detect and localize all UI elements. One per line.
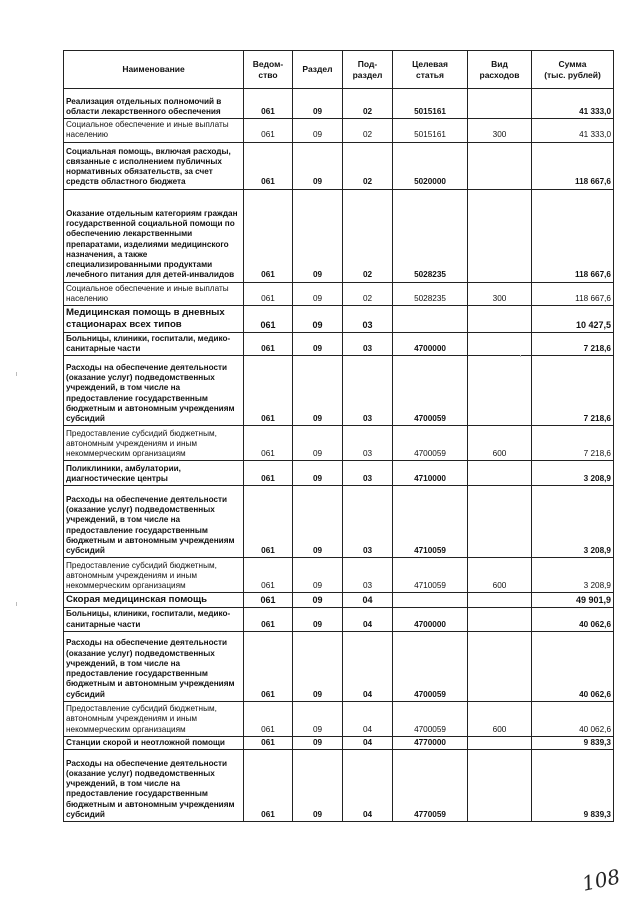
cell-amount: 118 667,6: [532, 189, 614, 282]
cell-amount: 49 901,9: [532, 593, 614, 608]
table-row: [64, 750, 614, 822]
cell-expense-type: [468, 608, 532, 632]
cell-expense-type: [468, 631, 532, 701]
cell-subsection: 03: [343, 558, 393, 593]
cell-amount: 40 062,6: [532, 701, 614, 736]
cell-subsection: 04: [343, 593, 393, 608]
cell-department: 061: [244, 461, 293, 486]
cell-section: 09: [293, 608, 343, 632]
cell-target-article: 4700059: [393, 631, 468, 701]
cell-name: Предоставление субсидий бюджетным, автономным учреждениям и иным некоммерческим организациям: [64, 701, 244, 736]
cell-expense-type: [468, 736, 532, 749]
cell-expense-type: 600: [468, 701, 532, 736]
cell-department: 061: [244, 608, 293, 632]
table-row: [64, 356, 614, 426]
cell-expense-type: [468, 750, 532, 822]
cell-subsection: 02: [343, 142, 393, 189]
header-expense-type: Вид расходов: [468, 51, 532, 89]
cell-name: Больницы, клиники, госпитали, медико-санитарные части: [64, 608, 244, 632]
cell-target-article: 4710000: [393, 461, 468, 486]
cell-target-article: 4770000: [393, 736, 468, 749]
cell-amount: 3 208,9: [532, 486, 614, 558]
scan-artifact: [16, 602, 17, 606]
table-row: [64, 736, 614, 749]
cell-section: 09: [293, 306, 343, 333]
cell-department: 061: [244, 282, 293, 306]
cell-name: Станции скорой и неотложной помощи: [64, 736, 244, 749]
cell-name: Медицинская помощь в дневных стационарах всех типов: [64, 306, 244, 333]
cell-section: 09: [293, 282, 343, 306]
cell-name: Расходы на обеспечение деятельности (оказание услуг) подведомственных учреждений, в том числе на предоставление государственным бюджетным и автономным учреждениям субсидий: [64, 486, 244, 558]
table-row: [64, 426, 614, 461]
header-amount: Сумма (тыс. рублей): [532, 51, 614, 89]
cell-target-article: 4710059: [393, 486, 468, 558]
cell-amount: 41 333,0: [532, 89, 614, 119]
cell-name: Расходы на обеспечение деятельности (оказание услуг) подведомственных учреждений, в том числе на предоставление государственным бюджетным и автономным учреждениям субсидий: [64, 750, 244, 822]
budget-table: [63, 50, 614, 822]
page-number: 108: [579, 864, 623, 896]
cell-section: 09: [293, 332, 343, 356]
cell-expense-type: [468, 332, 532, 356]
cell-section: 09: [293, 356, 343, 426]
cell-expense-type: [468, 306, 532, 333]
cell-subsection: 03: [343, 426, 393, 461]
cell-expense-type: 300: [468, 119, 532, 143]
table-row: [64, 189, 614, 282]
cell-department: 061: [244, 89, 293, 119]
table-row: [64, 631, 614, 701]
cell-expense-type: 600: [468, 426, 532, 461]
table-row: [64, 332, 614, 356]
cell-target-article: 4700059: [393, 356, 468, 426]
table-row: [64, 282, 614, 306]
cell-expense-type: [468, 461, 532, 486]
cell-section: 09: [293, 189, 343, 282]
cell-section: 09: [293, 426, 343, 461]
cell-department: 061: [244, 558, 293, 593]
cell-section: 09: [293, 701, 343, 736]
cell-amount: 7 218,6: [532, 332, 614, 356]
cell-target-article: 4700000: [393, 608, 468, 632]
cell-department: 061: [244, 736, 293, 749]
cell-amount: 118 667,6: [532, 142, 614, 189]
cell-section: 09: [293, 750, 343, 822]
header-section: Раздел: [293, 51, 343, 89]
table-row: [64, 119, 614, 143]
cell-subsection: 04: [343, 701, 393, 736]
cell-section: 09: [293, 142, 343, 189]
cell-target-article: [393, 593, 468, 608]
cell-department: 061: [244, 189, 293, 282]
cell-name: Социальное обеспечение и иные выплаты населению: [64, 119, 244, 143]
cell-target-article: 4710059: [393, 558, 468, 593]
cell-amount: 41 333,0: [532, 119, 614, 143]
cell-subsection: 03: [343, 461, 393, 486]
cell-name: Больницы, клиники, госпитали, медико-санитарные части: [64, 332, 244, 356]
cell-amount: 9 839,3: [532, 750, 614, 822]
cell-section: 09: [293, 119, 343, 143]
cell-expense-type: [468, 486, 532, 558]
cell-amount: 3 208,9: [532, 461, 614, 486]
table-row: [64, 701, 614, 736]
cell-name: Социальное обеспечение и иные выплаты населению: [64, 282, 244, 306]
cell-department: 061: [244, 593, 293, 608]
scan-artifact: [520, 355, 521, 357]
cell-expense-type: [468, 189, 532, 282]
cell-department: 061: [244, 701, 293, 736]
cell-name: Поликлиники, амбулатории, диагностические центры: [64, 461, 244, 486]
cell-target-article: 5015161: [393, 119, 468, 143]
cell-subsection: 02: [343, 89, 393, 119]
header-target-article: Целевая статья: [393, 51, 468, 89]
cell-section: 09: [293, 486, 343, 558]
cell-amount: 9 839,3: [532, 736, 614, 749]
cell-section: 09: [293, 736, 343, 749]
cell-subsection: 04: [343, 631, 393, 701]
cell-target-article: 5015161: [393, 89, 468, 119]
cell-subsection: 03: [343, 356, 393, 426]
cell-section: 09: [293, 593, 343, 608]
cell-subsection: 03: [343, 306, 393, 333]
table-row: [64, 306, 614, 333]
cell-amount: 7 218,6: [532, 426, 614, 461]
cell-department: 061: [244, 332, 293, 356]
cell-amount: 7 218,6: [532, 356, 614, 426]
table-row: [64, 593, 614, 608]
scan-artifact: [16, 372, 17, 376]
cell-target-article: 4700000: [393, 332, 468, 356]
cell-amount: 3 208,9: [532, 558, 614, 593]
cell-target-article: 5028235: [393, 282, 468, 306]
cell-department: 061: [244, 306, 293, 333]
cell-subsection: 04: [343, 736, 393, 749]
cell-name: Расходы на обеспечение деятельности (оказание услуг) подведомственных учреждений, в том числе на предоставление государственным бюджетным и автономным учреждениям субсидий: [64, 631, 244, 701]
cell-name: Скорая медицинская помощь: [64, 593, 244, 608]
cell-subsection: 04: [343, 750, 393, 822]
cell-subsection: 02: [343, 189, 393, 282]
cell-amount: 118 667,6: [532, 282, 614, 306]
cell-department: 061: [244, 750, 293, 822]
cell-expense-type: [468, 89, 532, 119]
cell-subsection: 02: [343, 119, 393, 143]
cell-target-article: 4770059: [393, 750, 468, 822]
cell-expense-type: 300: [468, 282, 532, 306]
cell-department: 061: [244, 142, 293, 189]
cell-section: 09: [293, 631, 343, 701]
cell-name: Оказание отдельным категориям граждан государственной социальной помощи по обеспечению лекарственными препаратами, изделиями медицинского назначения, а также специализированными продуктами лечебного питания для детей-инвалидов: [64, 189, 244, 282]
table-row: [64, 608, 614, 632]
cell-target-article: 5020000: [393, 142, 468, 189]
cell-target-article: 4700059: [393, 426, 468, 461]
cell-target-article: [393, 306, 468, 333]
table-row: [64, 89, 614, 119]
cell-name: Реализация отдельных полномочий в области лекарственного обеспечения: [64, 89, 244, 119]
cell-target-article: 4700059: [393, 701, 468, 736]
cell-expense-type: 600: [468, 558, 532, 593]
cell-target-article: 5028235: [393, 189, 468, 282]
table-row: [64, 486, 614, 558]
cell-amount: 40 062,6: [532, 608, 614, 632]
cell-subsection: 03: [343, 486, 393, 558]
cell-subsection: 02: [343, 282, 393, 306]
cell-name: Расходы на обеспечение деятельности (оказание услуг) подведомственных учреждений, в том числе на предоставление государственным бюджетным и автономным учреждениям субсидий: [64, 356, 244, 426]
cell-expense-type: [468, 593, 532, 608]
cell-department: 061: [244, 356, 293, 426]
cell-department: 061: [244, 486, 293, 558]
cell-department: 061: [244, 631, 293, 701]
header-name: Наименование: [64, 51, 244, 89]
table-row: [64, 142, 614, 189]
cell-department: 061: [244, 119, 293, 143]
cell-expense-type: [468, 356, 532, 426]
cell-subsection: 04: [343, 608, 393, 632]
cell-section: 09: [293, 558, 343, 593]
cell-name: Предоставление субсидий бюджетным, автономным учреждениям и иным некоммерческим организациям: [64, 426, 244, 461]
table-row: [64, 558, 614, 593]
cell-name: Социальная помощь, включая расходы, связанные с исполнением публичных нормативных обязательств, за счет средств областного бюджета: [64, 142, 244, 189]
cell-subsection: 03: [343, 332, 393, 356]
cell-expense-type: [468, 142, 532, 189]
cell-name: Предоставление субсидий бюджетным, автономным учреждениям и иным некоммерческим организациям: [64, 558, 244, 593]
cell-department: 061: [244, 426, 293, 461]
cell-amount: 10 427,5: [532, 306, 614, 333]
cell-section: 09: [293, 89, 343, 119]
cell-section: 09: [293, 461, 343, 486]
table-row: [64, 461, 614, 486]
header-subsection: Под- раздел: [343, 51, 393, 89]
cell-amount: 40 062,6: [532, 631, 614, 701]
header-department: Ведом- ство: [244, 51, 293, 89]
header-row: [64, 51, 614, 89]
